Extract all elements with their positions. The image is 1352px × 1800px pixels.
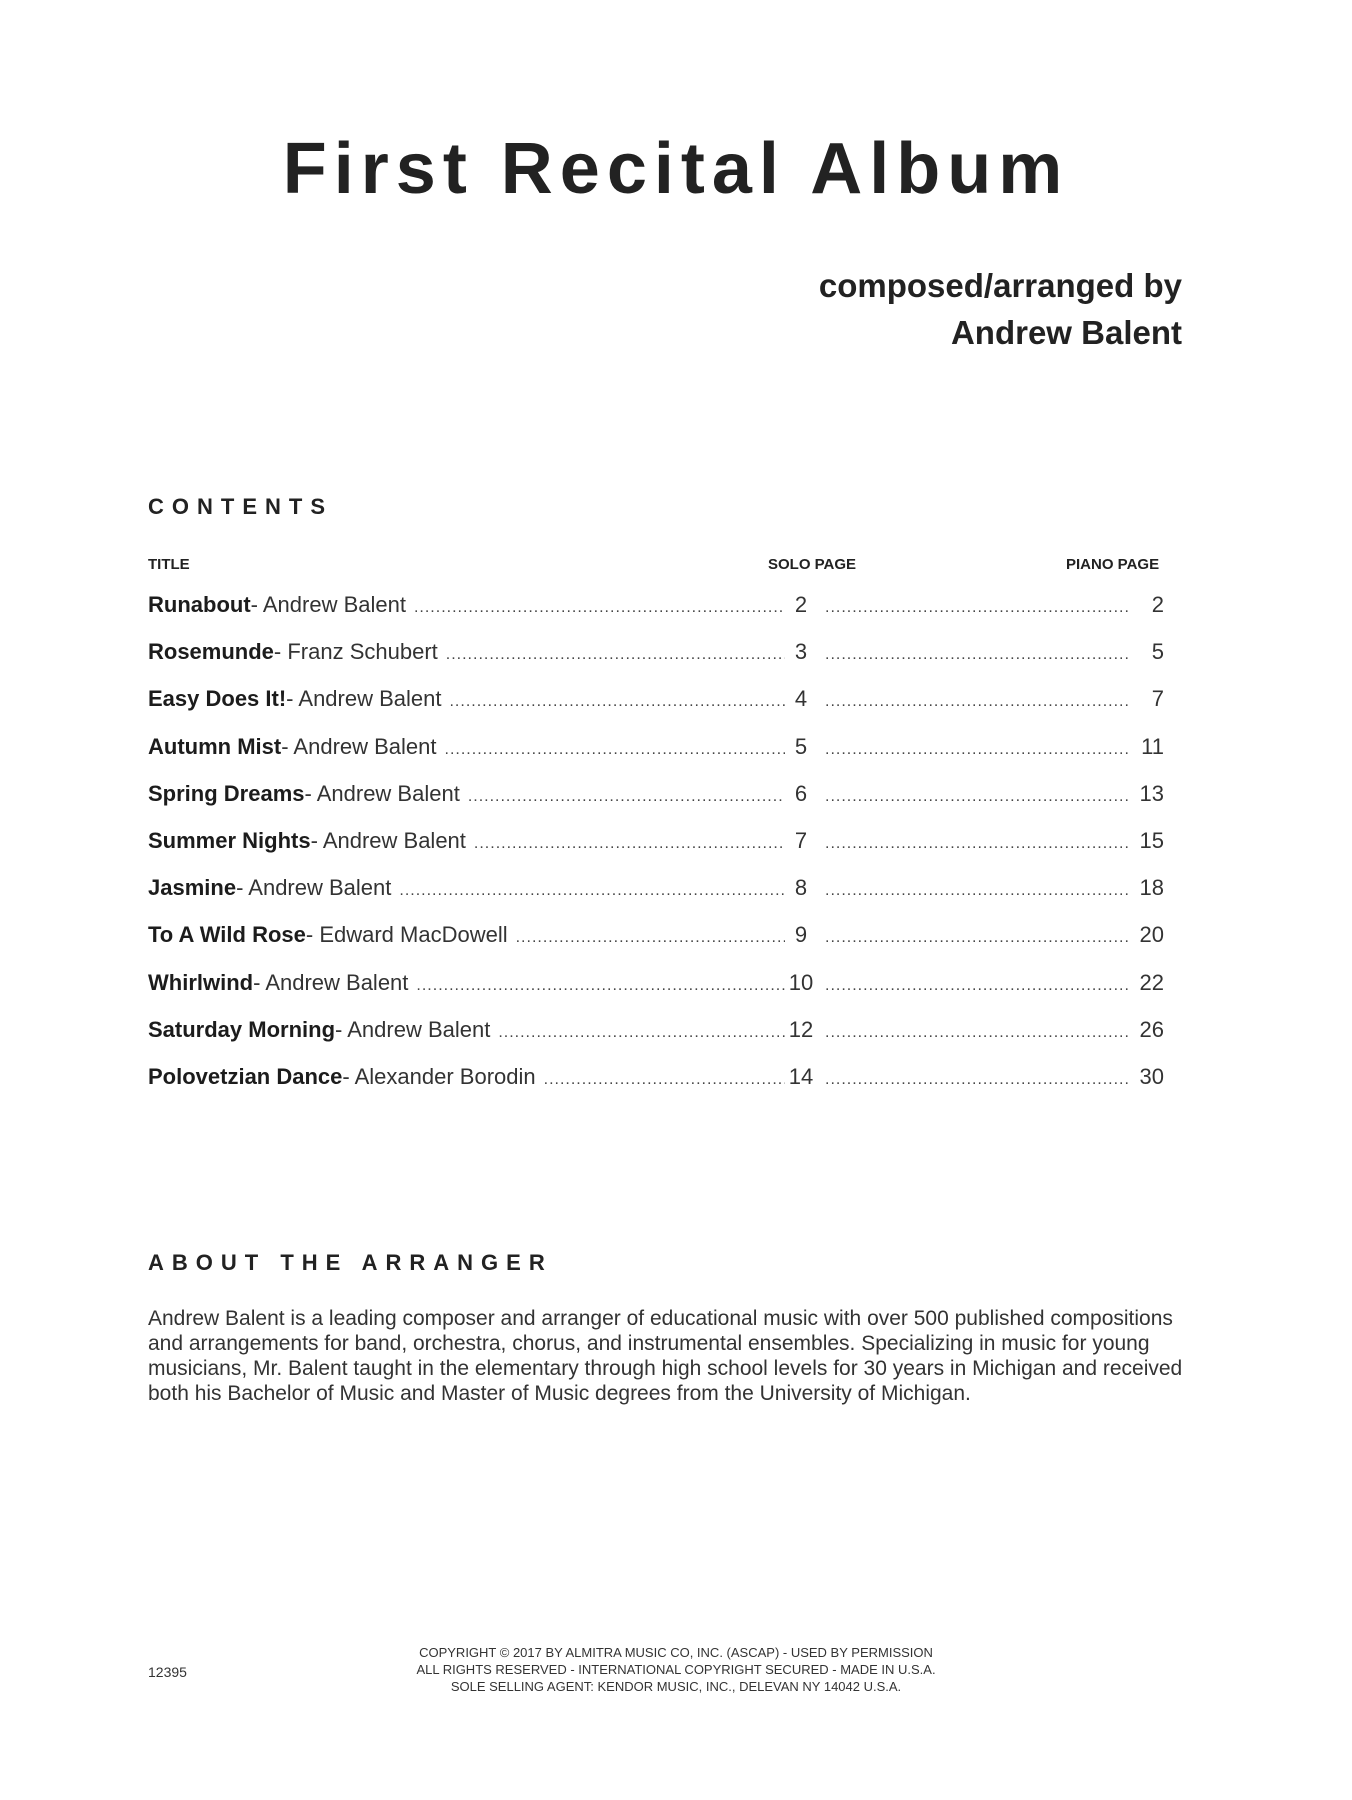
entry-piano-page: 20 [1139, 922, 1164, 948]
contents-entry [148, 875, 1164, 922]
entry-title: Polovetzian Dance [148, 1063, 343, 1089]
about-heading: ABOUT THE ARRANGER [148, 1250, 553, 1275]
entry-piano-page: 18 [1139, 875, 1164, 901]
copyright-line: ALL RIGHTS RESERVED - INTERNATIONAL COPYRIGHT SECURED - MADE IN U.S.A. [416, 1662, 936, 1677]
dot-leader [825, 741, 1130, 759]
entry-title: Whirlwind [148, 969, 254, 995]
entry-title: To A Wild Rose [148, 922, 306, 948]
dot-leader [825, 882, 1130, 900]
page-title: First Recital Album [282, 129, 1070, 209]
entry-piano-page: 2 [1151, 592, 1164, 617]
contents-entry [148, 828, 1164, 875]
dot-leader [474, 835, 785, 853]
entry-piano-page: 7 [1151, 686, 1164, 712]
column-header-piano-page: PIANO PAGE [1066, 556, 1160, 573]
entry-title: Saturday Morning [148, 1016, 336, 1042]
entry-composer: - Andrew Balent [304, 780, 460, 806]
entry-composer: - Andrew Balent [236, 875, 392, 901]
dot-leader [516, 929, 785, 947]
copyright-notice [0, 1644, 1352, 1695]
entry-title: Jasmine [148, 875, 237, 901]
catalog-number: 12395 [148, 1664, 187, 1680]
entry-solo-page: 6 [794, 780, 808, 806]
entry-solo-page: 14 [788, 1063, 814, 1089]
contents-entry [148, 970, 1164, 1017]
dot-leader [468, 788, 785, 806]
entry-composer: - Edward MacDowell [305, 922, 508, 948]
contents-entry [148, 592, 1164, 639]
dot-leader [445, 741, 785, 759]
entry-piano-page: 5 [1151, 639, 1164, 665]
dot-leader [446, 646, 785, 664]
entry-composer: - Alexander Borodin [342, 1063, 536, 1089]
entry-composer: - Andrew Balent [310, 827, 466, 853]
copyright-line: COPYRIGHT © 2017 BY ALMITRA MUSIC CO, INC. (ASCAP) - USED BY PERMISSION [419, 1645, 933, 1660]
entry-title: Rosemunde [148, 639, 274, 665]
entry-title: Easy Does It! [148, 686, 287, 712]
entry-composer: - Andrew Balent [335, 1016, 491, 1042]
dot-leader [825, 599, 1130, 617]
entry-composer: - Andrew Balent [286, 686, 442, 712]
dot-leader [825, 1024, 1130, 1042]
entry-composer: - Franz Schubert [273, 639, 438, 665]
entry-composer: - Andrew Balent [250, 592, 406, 617]
byline [819, 262, 1182, 356]
dot-leader [825, 835, 1130, 853]
dot-leader [544, 1071, 785, 1089]
entry-composer: - Andrew Balent [281, 733, 437, 759]
entry-title: Spring Dreams [148, 780, 305, 806]
dot-leader [399, 882, 785, 900]
contents-list [148, 592, 1164, 1111]
entry-title: Runabout [148, 592, 251, 617]
entry-piano-page: 26 [1139, 1016, 1164, 1042]
dot-leader [825, 977, 1130, 995]
byline-role: composed/arranged by [818, 267, 1182, 304]
entry-composer: - Andrew Balent [253, 969, 409, 995]
entry-solo-page: 4 [794, 686, 808, 712]
contents-entry [148, 686, 1164, 733]
entry-solo-page: 10 [788, 969, 814, 995]
entry-piano-page: 11 [1141, 733, 1164, 759]
dot-leader [825, 693, 1130, 711]
column-header-title: TITLE [148, 556, 190, 573]
dot-leader [498, 1024, 785, 1042]
entry-piano-page: 22 [1139, 969, 1164, 995]
contents-entry [148, 922, 1164, 969]
entry-solo-page: 3 [794, 639, 808, 665]
dot-leader [449, 693, 785, 711]
entry-piano-page: 13 [1139, 780, 1164, 806]
contents-heading: CONTENTS [148, 494, 333, 519]
dot-leader [825, 788, 1130, 806]
contents-entry [148, 639, 1164, 686]
entry-solo-page: 12 [788, 1016, 814, 1042]
contents-entry [148, 781, 1164, 828]
byline-author: Andrew Balent [950, 314, 1182, 351]
dot-leader [825, 1071, 1130, 1089]
entry-title: Summer Nights [148, 827, 311, 853]
entry-solo-page: 5 [794, 733, 808, 759]
contents-entry [148, 734, 1164, 781]
entry-piano-page: 30 [1139, 1063, 1164, 1089]
entry-solo-page: 9 [794, 922, 808, 948]
column-header-solo-page: SOLO PAGE [768, 556, 857, 573]
copyright-line: SOLE SELLING AGENT: KENDOR MUSIC, INC., DELEVAN NY 14042 U.S.A. [450, 1679, 902, 1694]
contents-entry [148, 1064, 1164, 1111]
dot-leader [416, 977, 785, 995]
entry-title: Autumn Mist [148, 733, 282, 759]
about-text: Andrew Balent is a leading composer and arranger of educational music with over 500 published compositions and arrangements for band, orchestra, chorus, and instrumental ensembles. Specializing in music for young musicians, Mr. Balent taught in the elementary through high school levels for 30 years in Michigan and received both his Bachelor of Music and Master of Music degrees from the University of Michigan. [148, 1307, 1183, 1405]
dot-leader [414, 599, 785, 617]
entry-piano-page: 15 [1139, 827, 1164, 853]
dot-leader [825, 929, 1130, 947]
entry-solo-page: 2 [794, 592, 808, 617]
dot-leader [825, 646, 1130, 664]
entry-solo-page: 7 [794, 827, 808, 853]
entry-solo-page: 8 [794, 875, 808, 901]
contents-entry [148, 1017, 1164, 1064]
